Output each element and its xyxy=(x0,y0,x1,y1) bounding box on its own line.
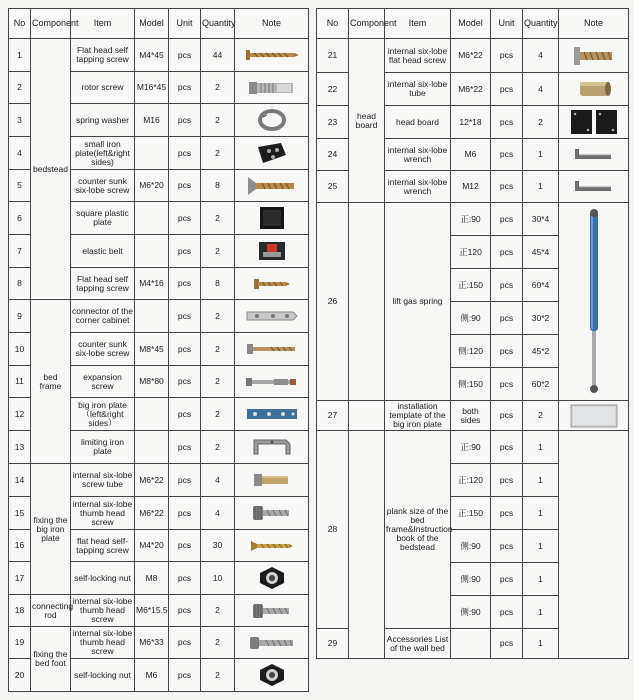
item-name: internal six-lobe thumb head screw xyxy=(71,627,135,659)
unit: pcs xyxy=(169,170,201,202)
item-name: internal six-lobe flat head screw xyxy=(385,39,451,73)
note-cell xyxy=(235,300,309,333)
unit: pcs xyxy=(169,627,201,659)
row-no: 9 xyxy=(9,300,31,333)
row-no: 15 xyxy=(9,497,31,530)
washer-icon xyxy=(236,109,307,131)
quantity: 60*2 xyxy=(523,368,559,401)
quantity: 45*2 xyxy=(523,335,559,368)
unit: pcs xyxy=(491,236,523,269)
model: M4*45 xyxy=(135,39,169,72)
model: 正:150 xyxy=(451,269,491,302)
item-name: rotor screw xyxy=(71,72,135,104)
model: 侧:120 xyxy=(451,335,491,368)
item-name: internal six-lobe wrench xyxy=(385,171,451,203)
unit: pcs xyxy=(169,104,201,137)
row-no: 28 xyxy=(317,431,349,629)
quantity: 45*4 xyxy=(523,236,559,269)
unit: pcs xyxy=(491,139,523,171)
unit: pcs xyxy=(169,137,201,170)
item-name: expansion screw xyxy=(71,366,135,398)
quantity: 1 xyxy=(523,139,559,171)
quantity: 2 xyxy=(201,398,235,431)
model xyxy=(135,235,169,268)
component-group: bed frame xyxy=(31,300,71,464)
item-name: Flat head self tapping screw xyxy=(71,268,135,300)
table-row xyxy=(9,595,309,627)
unit: pcs xyxy=(491,401,523,431)
model xyxy=(135,137,169,170)
item-name: internal six-lobe tube xyxy=(385,73,451,106)
model: M6*22 xyxy=(135,464,169,497)
model: 正:120 xyxy=(451,464,491,497)
row-no: 3 xyxy=(9,104,31,137)
unit: pcs xyxy=(491,39,523,73)
item-name: big iron plate（left&right sides） xyxy=(71,398,135,431)
quantity: 2 xyxy=(201,137,235,170)
row-no: 25 xyxy=(317,171,349,203)
item-name: internal six-lobe thumb head screw xyxy=(71,497,135,530)
item-name: self-locking nut xyxy=(71,659,135,692)
model: M6*33 xyxy=(135,627,169,659)
note-cell xyxy=(235,170,309,202)
component-empty xyxy=(349,431,385,659)
note-cell xyxy=(235,530,309,562)
long-thumb-screw-icon xyxy=(236,634,307,652)
note-cell xyxy=(559,203,629,401)
rotor-screw-icon xyxy=(236,80,307,96)
unit: pcs xyxy=(169,366,201,398)
header-quantity: Quantity xyxy=(201,9,235,39)
item-name: connector of the corner cabinet xyxy=(71,300,135,333)
table-row xyxy=(9,300,309,333)
unit: pcs xyxy=(491,171,523,203)
model: M4*20 xyxy=(135,530,169,562)
header-component: Component xyxy=(349,9,385,39)
left-header-row xyxy=(9,9,309,39)
item-name: Flat head self tapping screw xyxy=(71,39,135,72)
expansion-screw-icon xyxy=(236,376,307,388)
nut-icon xyxy=(236,565,307,591)
note-cell xyxy=(235,333,309,366)
countersunk-screw-icon xyxy=(236,175,307,197)
item-name: internal six-lobe thumb head screw xyxy=(71,595,135,627)
component-group: connecting rod xyxy=(31,595,71,627)
item-name: lift gas spring xyxy=(385,203,451,401)
component-empty xyxy=(349,401,385,431)
model: M8*80 xyxy=(135,366,169,398)
row-no: 29 xyxy=(317,629,349,659)
item-name: square plastic plate xyxy=(71,202,135,235)
row-no: 13 xyxy=(9,431,31,464)
row-no: 2 xyxy=(9,72,31,104)
model: 侧:90 xyxy=(451,596,491,629)
row-no: 14 xyxy=(9,464,31,497)
unit: pcs xyxy=(169,595,201,627)
quantity: 1 xyxy=(523,629,559,659)
row-no: 7 xyxy=(9,235,31,268)
header-no: No xyxy=(317,9,349,39)
row-no: 8 xyxy=(9,268,31,300)
item-name: flat head self-tapping screw xyxy=(71,530,135,562)
model xyxy=(135,431,169,464)
item-name: spring washer xyxy=(71,104,135,137)
model xyxy=(135,398,169,431)
table-row xyxy=(9,464,309,497)
row-no: 22 xyxy=(317,73,349,106)
table-row xyxy=(317,431,629,464)
note-cell xyxy=(235,562,309,595)
model: 侧:90 xyxy=(451,563,491,596)
elastic-belt-icon xyxy=(236,238,307,264)
unit: pcs xyxy=(169,562,201,595)
quantity: 10 xyxy=(201,562,235,595)
unit: pcs xyxy=(491,73,523,106)
quantity: 2 xyxy=(523,106,559,139)
note-cell xyxy=(235,398,309,431)
note-cell xyxy=(235,39,309,72)
quantity: 1 xyxy=(523,596,559,629)
row-no: 17 xyxy=(9,562,31,595)
header-model: Model xyxy=(451,9,491,39)
quantity: 2 xyxy=(201,235,235,268)
unit: pcs xyxy=(491,269,523,302)
header-model: Model xyxy=(135,9,169,39)
model: 正:90 xyxy=(451,203,491,236)
quantity: 4 xyxy=(523,73,559,106)
item-name: internal six-lobe wrench xyxy=(385,139,451,171)
item-name: counter sunk six-lobe screw xyxy=(71,333,135,366)
model: M12 xyxy=(451,171,491,203)
right-header-row xyxy=(317,9,629,39)
quantity: 4 xyxy=(523,39,559,73)
header-note: Note xyxy=(235,9,309,39)
unit: pcs xyxy=(169,659,201,692)
model: 侧:150 xyxy=(451,368,491,401)
row-no: 21 xyxy=(317,39,349,73)
note-cell xyxy=(235,235,309,268)
quantity: 2 xyxy=(201,300,235,333)
row-no: 26 xyxy=(317,203,349,401)
model xyxy=(451,629,491,659)
item-name: counter sunk six-lobe screw xyxy=(71,170,135,202)
unit: pcs xyxy=(169,431,201,464)
model: 正:90 xyxy=(451,431,491,464)
row-no: 27 xyxy=(317,401,349,431)
model: both sides xyxy=(451,401,491,431)
quantity: 1 xyxy=(523,464,559,497)
row-no: 23 xyxy=(317,106,349,139)
row-no: 18 xyxy=(9,595,31,627)
model: 12*18 xyxy=(451,106,491,139)
right-parts-table xyxy=(316,8,629,659)
quantity: 30 xyxy=(201,530,235,562)
quantity: 1 xyxy=(523,563,559,596)
unit: pcs xyxy=(491,530,523,563)
row-no: 10 xyxy=(9,333,31,366)
nut-icon xyxy=(236,662,307,688)
big-plate-icon xyxy=(236,406,307,422)
model: M16 xyxy=(135,104,169,137)
unit: pcs xyxy=(491,629,523,659)
unit: pcs xyxy=(491,106,523,139)
model: M8*45 xyxy=(135,333,169,366)
left-parts-table xyxy=(8,8,309,692)
row-no: 4 xyxy=(9,137,31,170)
unit: pcs xyxy=(169,235,201,268)
unit: pcs xyxy=(491,368,523,401)
long-screw-icon xyxy=(236,48,307,62)
item-name: small iron plate(left&right sides) xyxy=(71,137,135,170)
note-cell xyxy=(235,366,309,398)
note-cell xyxy=(235,202,309,235)
model: M6*22 xyxy=(451,39,491,73)
model: M6 xyxy=(451,139,491,171)
quantity: 2 xyxy=(201,104,235,137)
model: 侧:90 xyxy=(451,302,491,335)
quantity: 4 xyxy=(201,497,235,530)
note-cell xyxy=(235,268,309,300)
quantity: 8 xyxy=(201,170,235,202)
quantity: 1 xyxy=(523,530,559,563)
quantity: 2 xyxy=(201,627,235,659)
model: M4*16 xyxy=(135,268,169,300)
quantity: 4 xyxy=(201,464,235,497)
header-unit: Unit xyxy=(169,9,201,39)
quantity: 2 xyxy=(201,72,235,104)
gas-spring-icon xyxy=(560,207,627,397)
square-plate-icon xyxy=(236,205,307,231)
unit: pcs xyxy=(491,563,523,596)
unit: pcs xyxy=(169,39,201,72)
unit: pcs xyxy=(491,335,523,368)
flat-head-screw-icon xyxy=(560,45,627,67)
component-group: bedstead xyxy=(31,39,71,300)
tube-icon xyxy=(560,79,627,99)
model xyxy=(135,300,169,333)
note-cell xyxy=(559,139,629,171)
model: 正120 xyxy=(451,236,491,269)
unit: pcs xyxy=(491,497,523,530)
quantity: 2 xyxy=(201,366,235,398)
unit: pcs xyxy=(169,72,201,104)
quantity: 2 xyxy=(201,333,235,366)
row-no: 16 xyxy=(9,530,31,562)
note-cell xyxy=(235,595,309,627)
quantity: 30*4 xyxy=(523,203,559,236)
table-row xyxy=(317,203,629,236)
unit: pcs xyxy=(491,431,523,464)
row-no: 20 xyxy=(9,659,31,692)
note-cell xyxy=(235,464,309,497)
row-no: 19 xyxy=(9,627,31,659)
unit: pcs xyxy=(169,202,201,235)
header-no: No xyxy=(9,9,31,39)
connector-icon xyxy=(236,308,307,324)
model: M6 xyxy=(135,659,169,692)
item-name: Accessories List of the wall bed xyxy=(385,629,451,659)
note-cell xyxy=(235,431,309,464)
small-plate-icon xyxy=(236,141,307,165)
quantity: 2 xyxy=(523,401,559,431)
screw-tube-icon xyxy=(236,470,307,490)
bolt-icon xyxy=(236,342,307,356)
item-name: plank size of the bed frame&Instruction book of the bedstead xyxy=(385,431,451,629)
quantity: 2 xyxy=(201,202,235,235)
limiting-plate-icon xyxy=(236,434,307,460)
row-no: 6 xyxy=(9,202,31,235)
component-group: fixing the bed foot xyxy=(31,627,71,692)
table-row xyxy=(9,39,309,72)
model xyxy=(135,202,169,235)
unit: pcs xyxy=(491,302,523,335)
unit: pcs xyxy=(169,333,201,366)
note-cell xyxy=(559,106,629,139)
table-row xyxy=(9,627,309,659)
item-name: internal six-lobe screw tube xyxy=(71,464,135,497)
header-note: Note xyxy=(559,9,629,39)
quantity: 2 xyxy=(201,431,235,464)
quantity: 1 xyxy=(523,431,559,464)
item-name: elastic belt xyxy=(71,235,135,268)
item-name: installation template of the big iron plate xyxy=(385,401,451,431)
model: 正:150 xyxy=(451,497,491,530)
header-item: Item xyxy=(385,9,451,39)
unit: pcs xyxy=(169,268,201,300)
note-cell xyxy=(559,401,629,431)
unit: pcs xyxy=(169,530,201,562)
unit: pcs xyxy=(169,398,201,431)
quantity: 2 xyxy=(201,595,235,627)
row-no: 24 xyxy=(317,139,349,171)
model: M16*45 xyxy=(135,72,169,104)
model: M6*20 xyxy=(135,170,169,202)
quantity: 44 xyxy=(201,39,235,72)
unit: pcs xyxy=(169,497,201,530)
row-no: 12 xyxy=(9,398,31,431)
model: M6*22 xyxy=(135,497,169,530)
quantity: 1 xyxy=(523,497,559,530)
unit: pcs xyxy=(491,464,523,497)
note-cell xyxy=(559,39,629,73)
unit: pcs xyxy=(169,300,201,333)
note-cell xyxy=(235,137,309,170)
row-no: 11 xyxy=(9,366,31,398)
head-board-icon xyxy=(560,108,627,136)
component-group: fixing the big iron plate xyxy=(31,464,71,595)
header-unit: Unit xyxy=(491,9,523,39)
row-no: 1 xyxy=(9,39,31,72)
unit: pcs xyxy=(491,596,523,629)
item-name: self-locking nut xyxy=(71,562,135,595)
note-cell xyxy=(235,497,309,530)
model: M6*15.5 xyxy=(135,595,169,627)
template-sheet-icon xyxy=(560,403,627,429)
model: M8 xyxy=(135,562,169,595)
header-quantity: Quantity xyxy=(523,9,559,39)
note-cell xyxy=(559,171,629,203)
thumb-screw-icon xyxy=(236,601,307,621)
item-name: head board xyxy=(385,106,451,139)
model: M6*22 xyxy=(451,73,491,106)
model: 侧:90 xyxy=(451,530,491,563)
header-component: Component xyxy=(31,9,71,39)
component-empty xyxy=(349,203,385,401)
wrench-icon xyxy=(560,145,627,165)
table-row xyxy=(317,401,629,431)
quantity: 8 xyxy=(201,268,235,300)
wrench-icon xyxy=(560,177,627,197)
item-name: limiting iron plate xyxy=(71,431,135,464)
component-group: head board xyxy=(349,39,385,203)
unit: pcs xyxy=(491,203,523,236)
quantity: 60*4 xyxy=(523,269,559,302)
note-cell xyxy=(235,72,309,104)
table-row xyxy=(317,39,629,73)
note-cell xyxy=(235,104,309,137)
unit: pcs xyxy=(169,464,201,497)
note-cell xyxy=(235,659,309,692)
row-no: 5 xyxy=(9,170,31,202)
note-cell xyxy=(235,627,309,659)
thumb-screw-icon xyxy=(236,503,307,523)
quantity: 1 xyxy=(523,171,559,203)
note-cell xyxy=(559,73,629,106)
quantity: 30*2 xyxy=(523,302,559,335)
header-item: Item xyxy=(71,9,135,39)
note-empty xyxy=(559,431,629,659)
quantity: 2 xyxy=(201,659,235,692)
gold-screw-icon xyxy=(236,538,307,554)
short-screw-icon xyxy=(236,278,307,290)
